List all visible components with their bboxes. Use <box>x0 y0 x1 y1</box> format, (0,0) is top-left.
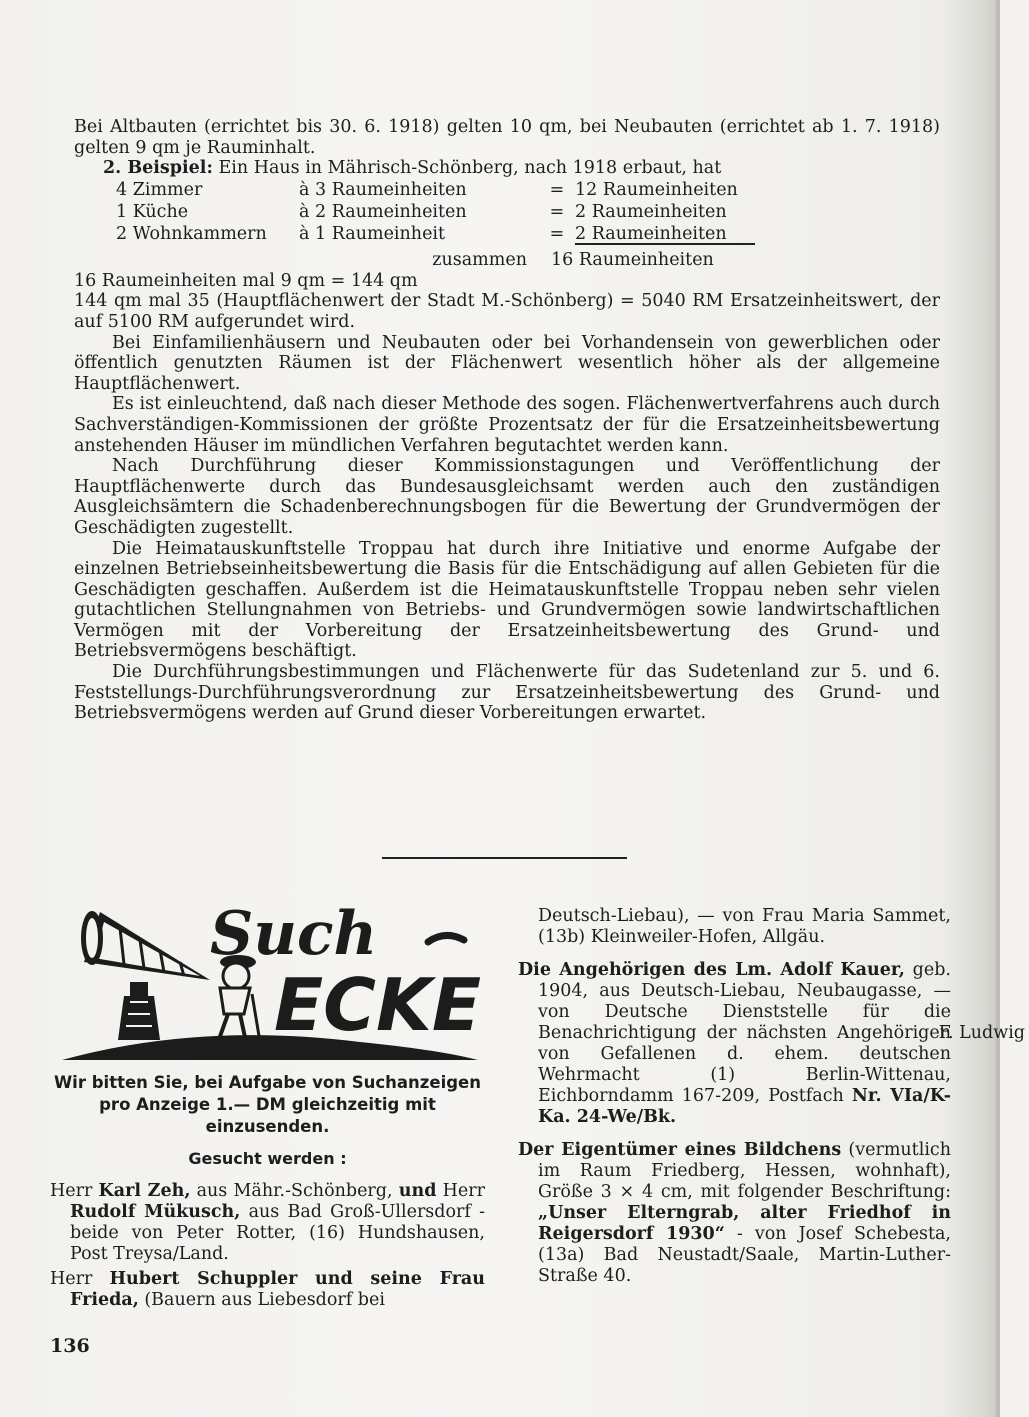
entry-text: - von Josef Schebesta, (13a) Bad Neustadt/Saale, Martin-Luther-Straße 40. <box>538 1224 951 1286</box>
section-divider <box>382 857 627 859</box>
entry-reference: Nr. VIa/K-Ka. 24-We/Bk. <box>538 1086 951 1127</box>
page-number: 136 <box>50 1335 90 1357</box>
telescope-icon <box>81 911 210 980</box>
calculation-line: 144 qm mal 35 (Hauptflächenwert der Stadt M.-Schönberg) = 5040 RM Ersatzeinheitswert, der auf 5100 RM aufgerundet wird. <box>74 291 940 332</box>
paragraph: Es ist einleuchtend, daß nach dieser Methode des sogen. Flächenwertverfahrens auch durch Sachverständigen-Kommissionen der größte Prozentsatz der für die Ersatzeinheitsbewertung anstehenden Häuser im mündlichen Verfahren begutachtet werden kann. <box>74 394 940 456</box>
search-entry-continued: Deutsch-Liebau), — von Frau Maria Sammet, (13b) Kleinweiler-Hofen, Allgäu. <box>538 906 951 947</box>
search-entry <box>518 1140 951 1287</box>
table-row <box>116 201 940 223</box>
entry-text: geb. 1904, aus Deutsch-Liebau, Neubaugasse, — von Deutsche Dienststelle für die Benachrichtigung der nächsten Angehörigen von Gefallenen d. ehem. deutschen Wehrmacht (1) Berlin-Wittenau, Eichborndamm 167-209, Postfach <box>538 960 951 1106</box>
equals-cell: = <box>549 179 565 200</box>
entry-name: Rudolf Mükusch, <box>70 1202 241 1222</box>
paragraph: Bei Altbauten (errichtet bis 30. 6. 1918) gelten 10 qm, bei Neubauten (errichtet ab 1. 7. 1918) gelten 9 qm je Rauminhalt. <box>74 117 940 158</box>
logo-word-ecke: ECKE <box>274 963 481 1047</box>
search-entry <box>518 960 951 1128</box>
example-text: Ein Haus in Mährisch-Schönberg, nach 1918 erbaut, hat <box>212 158 722 179</box>
entry-text: (vermutlich im Raum Friedberg, Hessen, wohnhaft), Größe 3 × 4 cm, mit folgender Beschriftung: <box>538 1140 951 1202</box>
calculation-line: 16 Raumeinheiten mal 9 qm = 144 qm <box>74 270 418 291</box>
page-edge-shadow <box>996 0 1000 1417</box>
table-row <box>116 179 940 201</box>
search-entry <box>50 1269 485 1311</box>
paragraph: Die Durchführungsbestimmungen und Flächenwerte für das Sudetenland zur 5. und 6. Feststellungs-Durchführungsverordnung zur Ersatzeinheitsbewertung des Grund- und Betriebsvermögens werden auf Grund dieser Vorbereitungen erwartet. <box>74 662 940 724</box>
rate-cell: à 1 Raumeinheit <box>299 223 446 244</box>
example-heading <box>74 158 940 179</box>
entry-name: Hubert Schuppler und seine Frau Frieda, <box>70 1269 485 1310</box>
entry-text: Herr <box>50 1269 110 1289</box>
logo-word-such: Such <box>210 899 378 969</box>
entry-name: Die Angehörigen des Lm. Adolf Kauer, <box>518 960 905 980</box>
equals-cell: = <box>549 201 565 222</box>
search-ads-right-column <box>518 906 951 1287</box>
paragraph: Die Heimatauskunftstelle Troppau hat durch ihre Initiative und enorme Aufgabe der einzelnen Betriebseinheitsbewertung die Basis für die Entschädigung auf allen Gebieten für die Geschädigten geschaffen. Außerdem ist die Heimatauskunftstelle Troppau neben sehr vielen gutachtlichen Stellungnahmen von Betriebs- und Grundvermögen sowie landwirtschaftlichen Vermögen mit der Vorbereitung der Ersatzeinheitsbewertung des Grund- und Betriebsvermögens beschäftigt. <box>74 538 940 662</box>
entry-text: Herr <box>50 1181 99 1201</box>
tower-icon <box>118 982 160 1040</box>
table-row <box>116 223 940 245</box>
paragraph: Bei Einfamilienhäusern und Neubauten oder bei Vorhandensein von gewerblichen oder öffentlich genutzten Räumen ist der Flächenwert wesentlich höher als der allgemeine Hauptflächenwert. <box>74 332 940 394</box>
entry-text: (Bauern aus Liebesdorf bei <box>138 1290 385 1310</box>
section-heading: Gesucht werden : <box>188 1149 347 1168</box>
sum-total: 16 Raumeinheiten <box>551 249 714 270</box>
equals-cell: = <box>549 223 565 244</box>
entry-text: aus Bad Groß-Ullersdorf - beide von Peter Rotter, (16) Hundshausen, Post Treysa/Land. <box>70 1202 485 1264</box>
entry-quote: „Unser Elterngrab, alter Friedhof in Reigersdorf 1930“ <box>538 1203 951 1244</box>
search-entry <box>50 1181 485 1265</box>
entry-text: aus Mähr.-Schönberg, <box>190 1181 399 1201</box>
entry-name: Karl Zeh, <box>98 1181 191 1201</box>
submission-request: Wir bitten Sie, bei Aufgabe von Suchanzeigen pro Anzeige 1.— DM gleichzeitig mit einzusenden. <box>53 1073 481 1136</box>
rooms-table <box>116 179 940 271</box>
entry-name: Der Eigentümer eines Bildchens <box>518 1140 842 1160</box>
rate-cell: à 2 Raumeinheiten <box>299 201 467 222</box>
entry-text: Herr <box>436 1181 485 1201</box>
table-sum-row <box>116 249 940 271</box>
author: F. Ludwig <box>938 1023 1025 1043</box>
example-label: 2. Beispiel: <box>103 158 213 179</box>
room-cell: 1 Küche <box>116 201 189 222</box>
room-cell: 2 Wohnkammern <box>116 223 267 244</box>
total-cell: 2 Raumeinheiten <box>575 201 727 222</box>
rate-cell: à 3 Raumeinheiten <box>299 179 467 200</box>
total-cell: 12 Raumeinheiten <box>575 179 738 200</box>
total-cell: 2 Raumeinheiten <box>575 223 755 245</box>
sum-label: zusammen <box>432 249 527 270</box>
search-ads-left-column <box>50 1072 485 1315</box>
paragraph: Nach Durchführung dieser Kommissionstagungen und Veröffentlichung der Hauptflächenwerte durch das Bundesausgleichsamt werden auch den zuständigen Ausgleichsämtern die Schadenberechnungsbogen für die Bewertung der Grundvermögen der Geschädigten zugestellt. <box>74 456 940 538</box>
entry-conjunction: und <box>398 1181 437 1201</box>
such-ecke-logo <box>60 899 481 1062</box>
room-cell: 4 Zimmer <box>116 179 203 200</box>
